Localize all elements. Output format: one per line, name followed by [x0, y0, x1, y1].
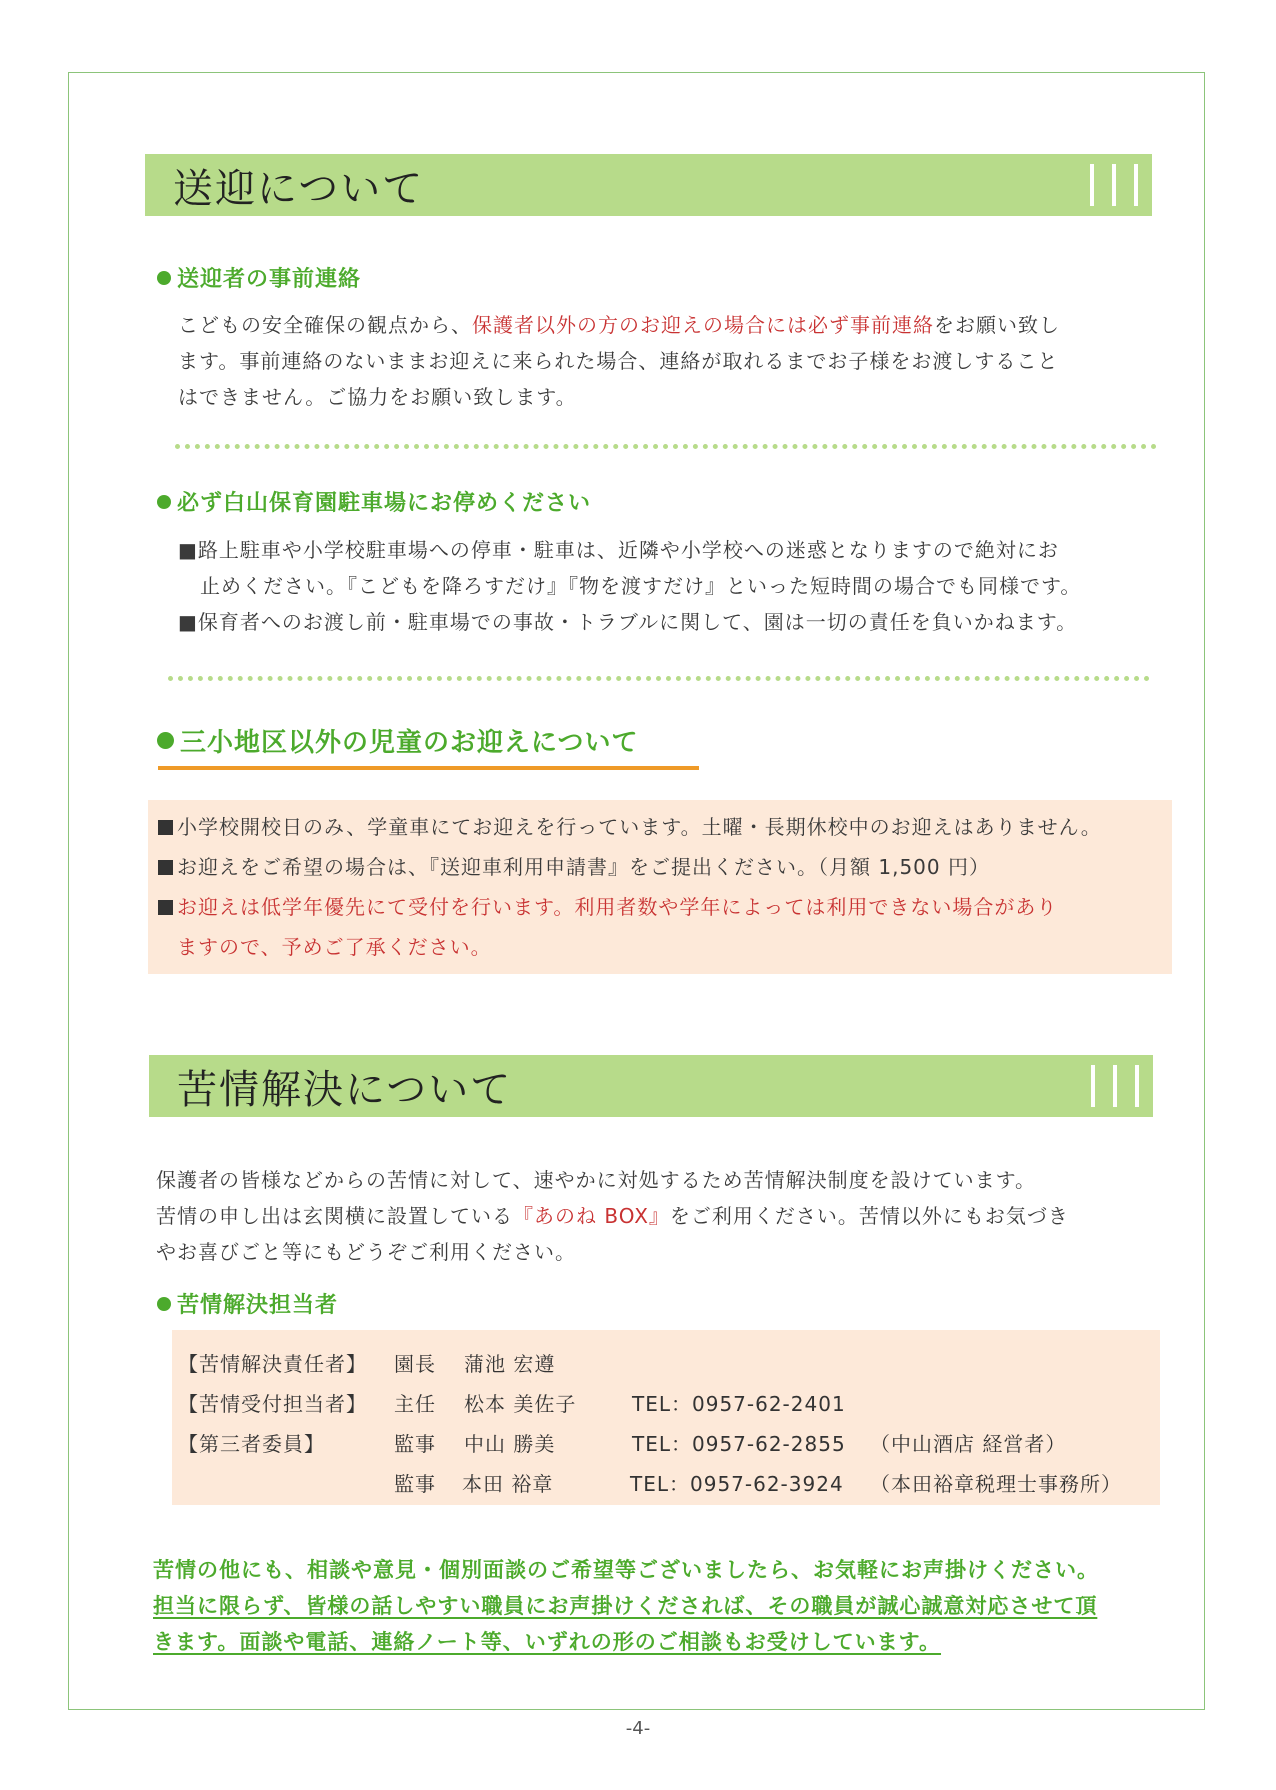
text-line — [158, 847, 1102, 887]
subheading-school-pickup — [157, 722, 638, 759]
subheading-contacts — [157, 1288, 338, 1319]
header-decoration — [1091, 1065, 1139, 1107]
parking-text — [178, 532, 1178, 640]
text-line: 苦情の他にも、相談や意見・個別面談のご希望等ございましたら、お気軽にお声掛けください。 — [153, 1558, 1099, 1582]
bullet-dot-icon — [157, 495, 171, 509]
contact-row — [178, 1348, 1148, 1388]
text-highlight: ますので、予めご了承ください。 — [177, 935, 492, 959]
text-line: やお喜びごと等にもどうぞご利用ください。 — [156, 1240, 576, 1264]
subheading-text: 苦情解決担当者 — [177, 1293, 339, 1318]
text-line: ます。事前連絡のないままお迎えに来られた場合、連絡が取れるまでお子様をお渡しすること — [178, 349, 1059, 373]
text-highlight: 『あのね BOX』 — [513, 1204, 670, 1228]
subheading-text: 三小地区以外の児童のお迎えについて — [180, 728, 639, 758]
closing-message — [153, 1552, 1173, 1660]
contact-name: 中山 勝美 — [464, 1432, 556, 1456]
contact-name: 本田 裕章 — [462, 1472, 554, 1496]
school-pickup-lines — [158, 807, 1102, 967]
section-header-pickup — [145, 154, 1152, 216]
text-segment: 苦情の申し出は玄関横に設置している — [156, 1204, 513, 1228]
text-line: 担当に限らず、皆様の話しやすい職員にお声掛けくだされば、その職員が誠心誠意対応させて頂 — [153, 1594, 1098, 1618]
text-line — [158, 807, 1102, 847]
text-line — [158, 927, 1102, 967]
text-segment: 小学校開校日のみ、学童車にてお迎えを行っています。土曜・長期休校中のお迎えはありません。 — [177, 815, 1102, 839]
text-segment: こどもの安全確保の観点から、 — [178, 313, 472, 337]
subheading-parking — [157, 486, 591, 517]
section-title: 送迎について — [173, 165, 425, 212]
text-highlight: お迎えは低学年優先にて受付を行います。利用者数や学年によっては利用できない場合があり — [177, 895, 1058, 919]
text-line — [156, 1198, 1166, 1234]
contact-title: 監事 — [394, 1432, 436, 1456]
section-header-complaints — [149, 1055, 1153, 1117]
contact-row — [178, 1388, 1148, 1428]
contact-note: （本田裕章税理士事務所） — [870, 1472, 1122, 1496]
contact-note: （中山酒店 経営者） — [870, 1432, 1067, 1456]
text-segment: お迎えをご希望の場合は、『送迎車利用申請書』をご提出ください。（月額 1,500 円） — [177, 855, 990, 879]
text-line: はできません。ご協力をお願い致します。 — [178, 385, 577, 409]
advance-notice-text — [178, 307, 1168, 415]
header-decoration — [1090, 164, 1138, 206]
square-bullet-icon — [158, 820, 173, 835]
text-line: ■路上駐車や小学校駐車場への停車・駐車は、近隣や小学校への迷惑となりますので絶対にお — [178, 538, 1059, 562]
contact-row — [178, 1428, 1148, 1468]
text-line: きます。面談や電話、連絡ノート等、いずれの形のご相談もお受けしています。 — [153, 1630, 942, 1654]
text-segment: をお願い致し — [934, 313, 1060, 337]
bullet-dot-icon — [157, 1297, 171, 1311]
bullet-dot-icon — [157, 271, 171, 285]
page-number: -4- — [625, 1718, 651, 1739]
section-title: 苦情解決について — [177, 1066, 513, 1113]
contact-role: 【苦情解決責任者】 — [178, 1352, 367, 1376]
contact-title: 監事 — [394, 1472, 436, 1496]
square-bullet-icon — [158, 900, 173, 915]
contact-row — [178, 1468, 1148, 1508]
contact-tel: TEL：0957-62-3924 — [630, 1472, 844, 1496]
subheading-text: 必ず白山保育園駐車場にお停めください — [177, 491, 592, 516]
text-line: ■保育者へのお渡し前・駐車場での事故・トラブルに関して、園は一切の責任を負いかねます。 — [178, 610, 1078, 634]
complaints-intro — [156, 1162, 1166, 1270]
text-line: 止めください。『こどもを降ろすだけ』『物を渡すだけ』といった短時間の場合でも同様です。 — [200, 574, 1082, 598]
contact-title: 園長 — [394, 1352, 436, 1376]
text-highlight: 保護者以外の方のお迎えの場合には必ず事前連絡 — [472, 313, 934, 337]
school-pickup-box — [148, 800, 1172, 974]
contact-tel: TEL：0957-62-2855 — [632, 1432, 846, 1456]
text-line — [178, 307, 1168, 343]
contact-name: 松本 美佐子 — [464, 1392, 577, 1416]
dotted-divider — [168, 676, 1150, 681]
text-segment: をご利用ください。苦情以外にもお気づき — [669, 1204, 1069, 1228]
dotted-divider — [175, 444, 1157, 449]
subheading-advance-notice — [157, 262, 361, 293]
contact-name: 蒲池 宏遵 — [464, 1352, 556, 1376]
contact-role: 【第三者委員】 — [178, 1432, 325, 1456]
heading-underline — [158, 766, 699, 770]
square-bullet-icon — [158, 860, 173, 875]
text-line: 保護者の皆様などからの苦情に対して、速やかに対処するため苦情解決制度を設けています。 — [156, 1168, 1036, 1192]
text-line — [158, 887, 1102, 927]
contacts-table — [178, 1348, 1148, 1508]
contact-tel: TEL：0957-62-2401 — [632, 1392, 846, 1416]
contact-role: 【苦情受付担当者】 — [178, 1392, 367, 1416]
bullet-dot-icon — [157, 732, 174, 749]
subheading-text: 送迎者の事前連絡 — [177, 267, 362, 292]
contact-title: 主任 — [394, 1392, 436, 1416]
